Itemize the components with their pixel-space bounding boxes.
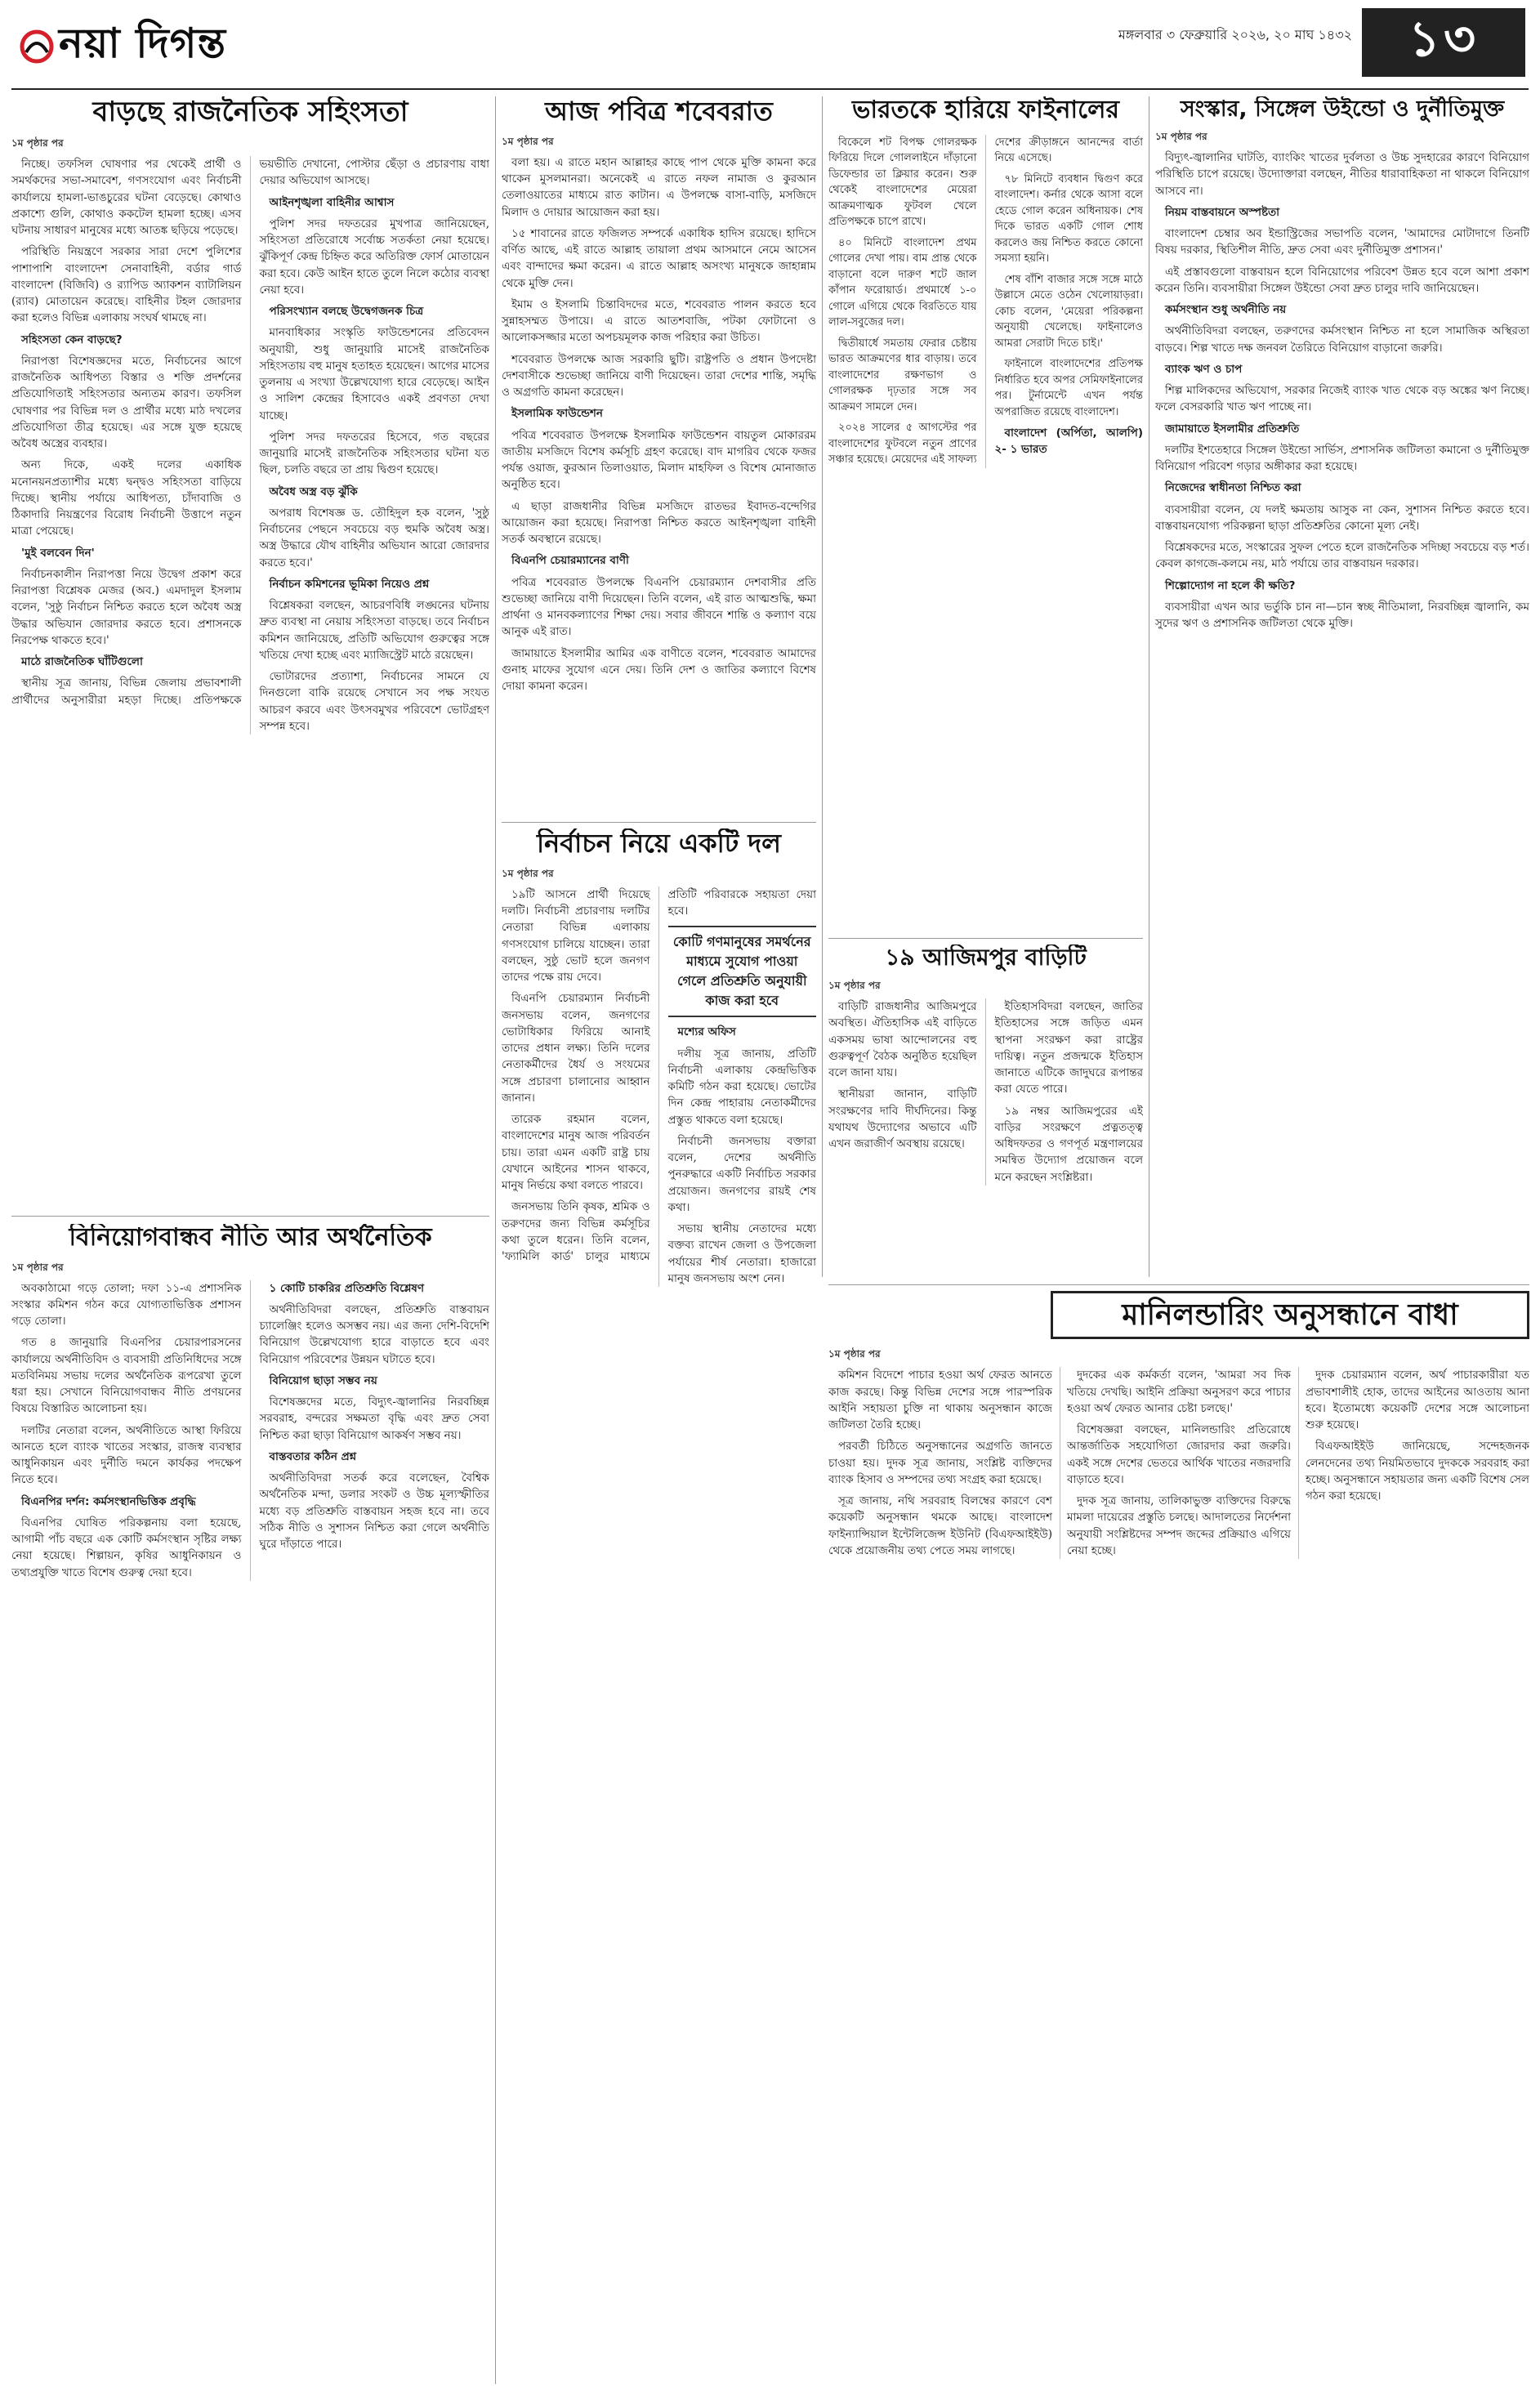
paragraph: স্থানীয়রা জানান, বাড়িটি সংরক্ষণের দাবি দীর্ঘদিনের। কিন্তু যথাযথ উদ্যোগের অভাবে এটি এখন জরাজীর্ণ অবস্থায় রয়েছে। [828, 1087, 977, 1151]
article-body [11, 1280, 489, 1581]
paragraph: অপরাধ বিশেষজ্ঞ ড. তৌহিদুল হক বলেন, 'সুষ্ঠু নির্বাচনের পেছনে সবচেয়ে বড় হুমকি অবৈধ অস্ত্র। অস্ত্র উদ্ধারে যৌথ বাহিনীর অভিযান আরো জোরদার করতে হবে।' [259, 506, 489, 569]
paragraph: সভায় স্থানীয় নেতাদের মধ্যে বক্তব্য রাখেন জেলা ও উপজেলা পর্যায়ের শীর্ষ নেতারা। হাজারো মানুষ জনসভায় অংশ নেন। [667, 1222, 816, 1285]
headline: বিনিয়োগবান্ধব নীতি আর অর্থনৈতিক [69, 1224, 432, 1252]
paragraph: নির্বাচনী জনসভায় বক্তারা বলেন, দেশের অর্থনীতি পুনরুদ্ধারে একটি নির্বাচিত সরকার প্রয়োজন। জনগণের রায়ই শেষ কথা। [667, 1134, 816, 1214]
paragraph: ইমাম ও ইসলামি চিন্তাবিদদের মতে, শবেবরাত পালন করতে হবে সুন্নাহসম্মত উপায়ে। এ রাতে আতশবাজি, পটকা ফোটানো ও আলোকসজ্জার মতো অপচয়মূলক কাজ পরিহার করা উচিত। [502, 297, 816, 345]
page-number: ১৩ [1362, 8, 1525, 77]
subheading: নিজেদের স্বাধীনতা নিশ্চিত করা [1165, 481, 1301, 495]
paragraph: দুদকের এক কর্মকর্তা বলেন, 'আমরা সব দিক খতিয়ে দেখছি। আইনি প্রক্রিয়া অনুসরণ করে পাচার হওয়া অর্থ ফেরত আনার চেষ্টা চলছে।' [1067, 1369, 1291, 1415]
paragraph: দ্বিতীয়ার্ধে সমতায় ফেরার চেষ্টায় ভারত আক্রমণের ধার বাড়ায়। তবে বাংলাদেশের রক্ষণভাগ ও গোলরক্ষক দৃঢ়তার সঙ্গে সব আক্রমণ সামলে দেন। [828, 337, 977, 413]
subheading: কর্মসংস্থান শুধু অর্থনীতি নয় [1165, 303, 1287, 317]
article-money-laundering [828, 1291, 1529, 2384]
paragraph: এই প্রস্তাবগুলো বাস্তবায়ন হলে বিনিয়োগের পরিবেশ উন্নত হবে বলে আশা প্রকাশ করেন তিনি। ব্যবসায়ীরা সিঙ্গেল উইন্ডো সেবা দ্রুত চালুর দাবি জানিয়েছেন। [1155, 265, 1529, 295]
masthead-rule [11, 88, 1529, 90]
paragraph: পরিস্থিতি নিয়ন্ত্রণে সরকার সারা দেশে পুলিশের পাশাপাশি বাংলাদেশ সেনাবাহিনী, বর্ডার গার্ড বাংলাদেশ (বিজিবি) ও র‍্যাপিড অ্যাকশন ব্যাটালিয়ন (র‍্যাব) মোতায়েন করেছে। বাহিনীর টহল জোরদার করা হলেও বিভিন্ন এলাকায় সংঘর্ষ থামছে না। [11, 245, 242, 325]
subheading: বিএনপি চেয়ারম্যানের বাণী [511, 554, 629, 568]
subheading: আইনশৃঙ্খলা বাহিনীর আশ্বাস [269, 195, 395, 209]
subheading: বিএনপির দর্শন: কর্মসংস্থানভিত্তিক প্রবৃদ্ধি [21, 1494, 196, 1508]
headline: ভারতকে হারিয়ে ফাইনালের [851, 96, 1119, 124]
paragraph: নিচ্ছে। তফসিল ঘোষণার পর থেকেই প্রার্থী ও সমর্থকদের সভা-সমাবেশ, গণসংযোগ এবং নির্বাচনী কার্যালয়ে হামলা-ভাঙচুরের ঘটনা বেড়েছে। কোথাও প্রকাশ্যে গুলি, কোথাও ককটেল হামলা হচ্ছে। এসব ঘটনায় সাধারণ মানুষের মধ্যে আতঙ্ক ছড়িয়ে পড়েছে। [11, 158, 242, 238]
paragraph: তারেক রহমান বলেন, বাংলাদেশের মানুষ আজ পরিবর্তন চায়। তারা এমন একটি রাষ্ট্র চায় যেখানে আইনের শাসন থাকবে, মানুষ নির্ভয়ে কথা বলতে পারবে। [502, 1113, 650, 1193]
paragraph: দুদক সূত্র জানায়, তালিকাভুক্ত ব্যক্তিদের বিরুদ্ধে মামলা দায়েরের প্রস্তুতি চলছে। আদালতের নির্দেশনা অনুযায়ী সংশ্লিষ্টদের সম্পদ জব্দের প্রক্রিয়াও এগিয়ে নেয়া হচ্ছে। [1067, 1494, 1291, 1557]
paragraph: বিদ্যুৎ-জ্বালানির ঘাটতি, ব্যাংকিং খাতের দুর্বলতা ও উচ্চ সুদহারের কারণে বিনিয়োগ পরিস্থিতি চাপে রয়েছে। উদ্যোক্তারা বলছেন, নীতির ধারাবাহিকতা না থাকলে বিনিয়োগ আসবে না। [1155, 151, 1529, 198]
subheading: বিনিয়োগ ছাড়া সম্ভব নয় [269, 1373, 377, 1387]
paragraph: ভোটারদের প্রত্যাশা, নির্বাচনের সামনে যে দিনগুলো বাকি রয়েছে সেখানে সব পক্ষ সংযত আচরণ করবে এবং উৎসবমুখর পরিবেশে ভোটগ্রহণ সম্পন্ন হবে। [259, 670, 489, 733]
paragraph: বিশ্লেষকরা বলছেন, আচরণবিধি লঙ্ঘনের ঘটনায় দ্রুত ব্যবস্থা না নেয়ায় সহিংসতা বাড়ছে। তবে নির্বাচন কমিশন জানিয়েছে, প্রতিটি অভিযোগ গুরুত্বের সঙ্গে খতিয়ে দেখা হচ্ছে এবং ম্যাজিস্ট্রেট মাঠে রয়েছেন। [259, 599, 489, 662]
article-political-violence [11, 96, 489, 1209]
paragraph: শিল্প মালিকদের অভিযোগ, সরকার নিজেই ব্যাংক খাত থেকে বড় অঙ্কের ঋণ নিচ্ছে। ফলে বেসরকারি খাত ঋণ পাচ্ছে না। [1155, 384, 1529, 414]
match-score: বাংলাদেশ (অর্পিতা, আলপি) ২- ১ ভারত [994, 426, 1143, 457]
paragraph: শবেবরাত উপলক্ষে আজ সরকারি ছুটি। রাষ্ট্রপতি ও প্রধান উপদেষ্টা দেশবাসীকে শুভেচ্ছা জানিয়ে বাণী দিয়েছেন। তারা দেশের শান্তি, সমৃদ্ধি ও অগ্রগতি কামনা করেছেন। [502, 352, 816, 400]
paragraph: সূত্র জানায়, নথি সরবরাহ বিলম্বের কারণে বেশ কয়েকটি অনুসন্ধান থমকে আছে। বাংলাদেশ ফাইন্যান্সিয়াল ইন্টেলিজেন্স ইউনিট (বিএফআইইউ) থেকে প্রয়োজনীয় তথ্য পেতে সময় লাগছে। [828, 1494, 1052, 1557]
continuation-label: ১ম পৃষ্ঠার পর [11, 1261, 64, 1273]
paragraph: পরবর্তী চিঠিতে অনুসন্ধানের অগ্রগতি জানতে চাওয়া হয়। দুদক সূত্র জানায়, সংশ্লিষ্ট ব্যক্তিদের ব্যাংক হিসাব ও সম্পদের তথ্য সংগ্রহ করা হয়েছে। [828, 1440, 1052, 1486]
paragraph: বিশেষজ্ঞরা বলছেন, মানিলন্ডারিং প্রতিরোধে আন্তর্জাতিক সহযোগিতা জোরদার করা জরুরি। একই সঙ্গে দেশের ভেতরে আর্থিক খাতের নজরদারি বাড়াতে হবে। [1067, 1423, 1291, 1486]
paragraph: বিএনপির ঘোষিত পরিকল্পনায় বলা হয়েছে, আগামী পাঁচ বছরে এক কোটি কর্মসংস্থান সৃষ্টির লক্ষ্য নেয়া হয়েছে। শিল্পায়ন, কৃষির আধুনিকায়ন ও তথ্যপ্রযুক্তি খাতে বিশেষ গুরুত্ব দেয়া হবে। [11, 1516, 242, 1579]
article-body [502, 154, 816, 695]
continuation-label: ১ম পৃষ্ঠার পর [11, 137, 64, 150]
paragraph: ১৯ নম্বর আজিমপুরের এই বাড়ির সংরক্ষণে প্রত্নতত্ত্ব অধিদফতর ও গণপূর্ত মন্ত্রণালয়ের সমন্বিত উদ্যোগ প্রয়োজন বলে মনে করছেন সংশ্লিষ্টরা। [994, 1104, 1143, 1184]
subheading: বাস্তবতার কঠিন প্রশ্ন [269, 1449, 357, 1463]
paragraph: নিরাপত্তা বিশেষজ্ঞদের মতে, নির্বাচনের আগে রাজনৈতিক আধিপত্য বিস্তার ও শক্তি প্রদর্শনের প্রতিযোগিতাই সহিংসতার অন্যতম কারণ। তফসিল ঘোষণার পর বিভিন্ন দল ও প্রার্থীর মধ্যে মাঠ দখলের প্রতিযোগিতা তীব্র হয়েছে। এর সঙ্গে যুক্ত হয়েছে অবৈধ অস্ত্রের ব্যবহার। [11, 354, 242, 451]
paragraph: জামায়াতে ইসলামীর আমির এক বাণীতে বলেন, শবেবরাত আমাদের গুনাহ মাফের সুযোগ এনে দেয়। তিনি দেশ ও জাতির কল্যাণে বিশেষ দোয়া কামনা করেন। [502, 646, 816, 694]
subheading: নিয়ম বাস্তবায়নে অস্পষ্টতা [1165, 205, 1280, 219]
subheading: মশ্যের অফিস [677, 1025, 736, 1039]
column-divider [822, 96, 823, 1277]
paragraph: স্থানীয় সূত্র জানায়, বিভিন্ন জেলায় প্রভাবশালী প্রার্থীদের অনুসারীরা মহড়া দিচ্ছে। প্রতিপক্ষকে ভয়ভীতি দেখানো, পোস্টার ছেঁড়া ও প্রচারণায় বাধা দেয়ার অভিযোগ আসছে। [11, 158, 489, 707]
headline: ১৯ আজিমপুর বাড়িটি [885, 944, 1087, 971]
article-body [828, 135, 1143, 468]
paragraph: বাড়িটি রাজধানীর আজিমপুরে অবস্থিত। ঐতিহাসিক এই বাড়িতে একসময় ভাষা আন্দোলনের বহু গুরুত্বপূর্ণ বৈঠক অনুষ্ঠিত হয়েছিল বলে জানা যায়। [828, 1000, 977, 1080]
article-azimpur [828, 944, 1143, 1271]
article-body [1155, 150, 1529, 632]
paragraph: কমিশন বিদেশে পাচার হওয়া অর্থ ফেরত আনতে কাজ করছে। কিন্তু বিভিন্ন দেশের সঙ্গে পারস্পরিক আইনি সহায়তা চুক্তি না থাকায় অনুসন্ধান কাজে জটিলতা তৈরি হচ্ছে। [828, 1369, 1052, 1432]
paragraph: পবিত্র শবেবরাত উপলক্ষে বিএনপি চেয়ারম্যান দেশবাসীর প্রতি শুভেচ্ছা জানিয়ে বাণী দিয়েছেন। তিনি বলেন, এই রাত আত্মশুদ্ধি, ক্ষমা প্রার্থনা ও মানবকল্যাণের শিক্ষা দেয়। সবার জীবনে শান্তি ও কল্যাণ বয়ে আনুক এই রাত। [502, 575, 816, 639]
column-divider [495, 96, 496, 2384]
section-rule [828, 938, 1143, 939]
paragraph: পুলিশ সদর দফতরের মুখপাত্র জানিয়েছেন, সহিংসতা প্রতিরোধে সর্বোচ্চ সতর্কতা নেয়া হয়েছে। ঝুঁকিপূর্ণ কেন্দ্র চিহ্নিত করে অতিরিক্ত ফোর্স মোতায়েন করা হবে। কেউ আইন হাতে তুলে নিলে কঠোর ব্যবস্থা নেয়া হবে। [259, 217, 489, 297]
paragraph: অবকাঠামো গড়ে তোলা; দফা ১১-এ প্রশাসনিক সংস্কার কমিশন গঠন করে যোগ্যতাভিত্তিক প্রশাসন গড়ে তোলা। [11, 1281, 242, 1328]
article-body [828, 1367, 1529, 1559]
masthead [0, 0, 1540, 90]
paragraph: ১৯টি আসনে প্রার্থী দিয়েছে দলটি। নির্বাচনী প্রচারণায় দলটির নেতারা বিভিন্ন এলাকায় গণসংযোগ চালিয়ে যাচ্ছেন। তারা বলছেন, সুষ্ঠু ভোট হলে জনগণ তাদের পক্ষে রায় দেবে। [502, 887, 650, 985]
article-election [502, 828, 816, 2365]
headline: সংস্কার, সিঙ্গেল উইন্ডো ও দুর্নীতিমুক্ত [1180, 96, 1505, 122]
article-reform [1155, 96, 1529, 1277]
subheading: নির্বাচন কমিশনের ভূমিকা নিয়েও প্রশ্ন [269, 577, 430, 591]
paragraph: পুলিশ সদর দফতরের হিসেবে, গত বছরের জানুয়ারি মাসেই রাজনৈতিক সহিংসতার ঘটনা যত ছিল, চলতি বছরে তা প্রায় দ্বিগুণ হয়েছে। [259, 430, 489, 477]
subheading: মাঠে রাজনৈতিক ঘাঁটিগুলো [21, 655, 143, 669]
paragraph: মানবাধিকার সংস্কৃতি ফাউন্ডেশনের প্রতিবেদন অনুযায়ী, শুধু জানুয়ারি মাসেই রাজনৈতিক সহিংসতায় বহু মানুষ হতাহত হয়েছেন। আগের মাসের তুলনায় এ সংখ্যা উল্লেখযোগ্য হারে বেড়েছে। আইন ও সালিশ কেন্দ্রের হিসাবেও একই প্রবণতা দেখা যাচ্ছে। [259, 326, 489, 422]
subheading: অবৈধ অস্ত্র বড় ঝুঁকি [269, 485, 358, 498]
subheading: ইসলামিক ফাউন্ডেশন [511, 407, 603, 421]
paragraph: ব্যবসায়ীরা বলেন, যে দলই ক্ষমতায় আসুক না কেন, সুশাসন নিশ্চিত করতে হবে। বাস্তবায়নযোগ্য পরিকল্পনা ছাড়া প্রতিশ্রুতির কোনো মূল্য নেই। [1155, 502, 1529, 533]
logo-swirl-icon [18, 28, 56, 65]
subheading: সহিংসতা কেন বাড়ছে? [21, 333, 123, 346]
section-rule [502, 822, 816, 823]
paragraph: অর্থনীতিবিদরা বলছেন, তরুণদের কর্মসংস্থান নিশ্চিত না হলে সামাজিক অস্থিরতা বাড়বে। শিল্প খাতে দক্ষ জনবল তৈরিতে বিনিয়োগ বাড়ানো জরুরি। [1155, 324, 1529, 355]
paragraph: শেষ বাঁশি বাজার সঙ্গে সঙ্গে মাঠে উল্লাসে মেতে ওঠেন খেলোয়াড়রা। কোচ বলেন, 'মেয়েরা পরিকল্পনা অনুযায়ী খেলেছে। ফাইনালেও আমরা সেরাটা দিতে চাই।' [994, 273, 1143, 350]
paragraph: দলটির নেতারা বলেন, অর্থনীতিতে আস্থা ফিরিয়ে আনতে হলে ব্যাংক খাতের সংস্কার, রাজস্ব ব্যবস্থার আধুনিকায়ন এবং দুর্নীতি দমনে কার্যকর পদক্ষেপ নিতে হবে। [11, 1423, 242, 1487]
dateline: মঙ্গলবার ৩ ফেব্রুয়ারি ২০২৬, ২০ মাঘ ১৪৩২ [1118, 27, 1352, 42]
newspaper-logo [18, 13, 226, 81]
continuation-label: ১ম পৃষ্ঠার পর [828, 980, 881, 992]
continuation-label: ১ম পৃষ্ঠার পর [502, 135, 554, 147]
article-body [828, 998, 1143, 1186]
paragraph: ২০২৪ সালের ৫ আগস্টের পর বাংলাদেশের ফুটবলে নতুন প্রাণের সঞ্চার হয়েছে। মেয়েদের এই সাফল্য দেশের ক্রীড়াঙ্গনে আনন্দের বার্তা নিয়ে এসেছে। [828, 136, 1143, 466]
paragraph: ৪০ মিনিটে বাংলাদেশ প্রথম গোলের দেখা পায়। বাম প্রান্ত থেকে বাড়ানো বলে দারুণ শটে জাল কাঁপান ফরোয়ার্ড। প্রথমার্ধে ১-০ গোলে এগিয়ে থেকে বিরতিতে যায় লাল-সবুজের দল। [828, 236, 977, 328]
paragraph: বিএফআইইউ জানিয়েছে, সন্দেহজনক লেনদেনের তথ্য নিয়মিতভাবে দুদককে সরবরাহ করা হচ্ছে। অনুসন্ধানে সহায়তার জন্য একটি বিশেষ সেল গঠন করা হয়েছে। [1306, 1440, 1529, 1503]
subheading: পরিসংখ্যান বলছে উদ্বেগজনক চিত্র [269, 305, 424, 319]
continuation-label: ১ম পৃষ্ঠার পর [1155, 131, 1207, 143]
subheading: 'মুই বলবেন দিন' [21, 546, 95, 560]
paragraph: ৭৮ মিনিটে ব্যবধান দ্বিগুণ করে বাংলাদেশ। কর্নার থেকে আসা বলে হেডে গোল করেন অধিনায়ক। শেষ দিকে ভারত একটি গোল শোধ করলেও জয় নিশ্চিত করতে কোনো সমস্যা হয়নি। [994, 172, 1143, 265]
continuation-label: ১ম পৃষ্ঠার পর [828, 1348, 881, 1360]
article-investment [11, 1224, 489, 2384]
paragraph: অন্য দিকে, একই দলের একাধিক মনোনয়নপ্রত্যাশীর মধ্যে দ্বন্দ্বও সহিংসতা বাড়িয়ে দিচ্ছে। স্থানীয় পর্যায়ে আধিপত্য, চাঁদাবাজি ও ঠিকাদারি নিয়ন্ত্রণের বিরোধ নির্বাচনী উত্তাপে নতুন মাত্রা পেয়েছে। [11, 458, 242, 538]
headline: নির্বাচন নিয়ে একটি দল [536, 828, 782, 859]
paragraph: গত ৪ জানুয়ারি বিএনপির চেয়ারপারসনের কার্যালয়ে অর্থনীতিবিদ ও ব্যবসায়ী প্রতিনিধিদের সঙ্গে মতবিনিময় সভায় দলের অর্থনৈতিক রূপরেখা তুলে ধরা হয়। সেখানে বিনিয়োগবান্ধব নীতি প্রণয়নের বিষয়ে বিস্তারিত আলোচনা হয়। [11, 1336, 242, 1416]
headline: আজ পবিত্র শবেবরাত [545, 96, 773, 127]
subheading: জামায়াতে ইসলামীর প্রতিশ্রুতি [1165, 422, 1300, 435]
paragraph: দলীয় সূত্র জানায়, প্রতিটি নির্বাচনী এলাকায় কেন্দ্রভিত্তিক কমিটি গঠন করা হয়েছে। ভোটের দিন কেন্দ্র পাহারায় নেতাকর্মীদের প্রস্তুত থাকতে বলা হয়েছে। [667, 1047, 816, 1127]
section-rule [828, 1284, 1529, 1285]
paragraph: এ ছাড়া রাজধানীর বিভিন্ন মসজিদে রাতভর ইবাদত-বন্দেগির আয়োজন করা হয়েছে। নিরাপত্তা নিশ্চিত করতে আইনশৃঙ্খলা বাহিনী সতর্ক অবস্থানে রয়েছে। [502, 499, 816, 547]
continuation-label: ১ম পৃষ্ঠার পর [502, 867, 554, 879]
paragraph: বলা হয়। এ রাতে মহান আল্লাহর কাছে পাপ থেকে মুক্তি কামনা করে থাকেন মুসলমানরা। অনেকেই এ রাতে নফল নামাজ ও কুরআন তেলাওয়াতের মাধ্যমে রাত কাটান। এ উপলক্ষে বাসা-বাড়ি, মসজিদে মিলাদ ও দোয়ার আয়োজন করা হয়। [502, 155, 816, 219]
paragraph: নির্বাচনকালীন নিরাপত্তা নিয়ে উদ্বেগ প্রকাশ করে নিরাপত্তা বিশ্লেষক মেজর (অব.) এমদাদুল ইসলাম বলেন, 'সুষ্ঠু নির্বাচন নিশ্চিত করতে হলে অবৈধ অস্ত্র উদ্ধার অভিযান জোরদার করতে হবে। প্রশাসনকে নিরপেক্ষ থাকতে হবে।' [11, 567, 242, 647]
article-body [11, 156, 489, 735]
paragraph: ইতিহাসবিদরা বলছেন, জাতির ইতিহাসের সঙ্গে জড়িত এমন স্থাপনা সংরক্ষণ করা রাষ্ট্রের দায়িত্ব। নতুন প্রজন্মকে ইতিহাস জানাতে এটিকে জাদুঘরে রূপান্তর করা যেতে পারে। [994, 1000, 1143, 1096]
paragraph: অর্থনীতিবিদরা বলছেন, প্রতিশ্রুতি বাস্তবায়ন চ্যালেঞ্জিং হলেও অসম্ভব নয়। এর জন্য দেশি-বিদেশি বিনিয়োগ উল্লেখযোগ্য হারে বাড়াতে হবে এবং বিনিয়োগ পরিবেশের উন্নয়ন ঘটাতে হবে। [259, 1302, 489, 1366]
paragraph: ফাইনালে বাংলাদেশের প্রতিপক্ষ নির্ধারিত হবে অপর সেমিফাইনালের পর। টুর্নামেন্টে এখন পর্যন্ত অপরাজিত রয়েছে বাংলাদেশ। [994, 358, 1143, 418]
paragraph: বিকেলে শট বিপক্ষ গোলরক্ষক ফিরিয়ে দিলে গোললাইনে দাঁড়ানো ডিফেন্ডার তা ক্লিয়ার করেন। শুরু থেকেই বাংলাদেশের মেয়েরা আক্রমণাত্মক ফুটবল খেলে প্রতিপক্ষকে চাপে রাখে। [828, 136, 977, 228]
subheading: ব্যাংক ঋণ ও চাপ [1165, 362, 1243, 376]
subheading: ১ কোটি চাকরির প্রতিশ্রুতি বিশ্লেষণ [269, 1281, 425, 1295]
pull-quote: কোটি গণমানুষের সমর্থনের মাধ্যমে সুযোগ পাওয়া গেলে প্রতিশ্রুতি অনুযায়ী কাজ করা হবে [668, 926, 817, 1017]
subheading: শিল্পোদ্যোগ না হলে কী ক্ষতি? [1165, 578, 1296, 592]
section-rule [11, 1216, 489, 1217]
paragraph: ১৫ শাবানের রাতে ফজিলত সম্পর্কে একাধিক হাদিস রয়েছে। হাদিসে বর্ণিত আছে, এই রাতে আল্লাহ তায়ালা প্রথম আসমানে নেমে আসেন এবং বান্দাদের ক্ষমা করেন। এ রাতে আল্লাহ অসংখ্য মানুষকে জাহান্নাম থেকে মুক্তি দেন। [502, 226, 816, 290]
paragraph: বিএনপি চেয়ারম্যান নির্বাচনী জনসভায় বলেন, জনগণের ভোটাধিকার ফিরিয়ে আনাই তাদের প্রধান লক্ষ্য। তিনি দলের নেতাকর্মীদের ধৈর্য ও সংযমের সঙ্গে প্রচারণা চালানোর আহ্বান জানান। [502, 992, 650, 1105]
article-body [502, 886, 816, 1287]
article-shabebarat [502, 96, 816, 815]
paragraph: ব্যবসায়ীরা এখন আর ভর্তুকি চান না—চান স্বচ্ছ নীতিমালা, নিরবচ্ছিন্ন জ্বালানি, কম সুদের ঋণ ও প্রশাসনিক জটিলতা থেকে মুক্তি। [1155, 600, 1529, 631]
paragraph: বিশ্লেষকদের মতে, সংস্কারের সুফল পেতে হলে রাজনৈতিক সদিচ্ছা সবচেয়ে বড় শর্ত। কেবল কাগজে-কলমে নয়, মাঠ পর্যায়ে তার বাস্তবায়ন দরকার। [1155, 541, 1529, 571]
paragraph: পবিত্র শবেবরাত উপলক্ষে ইসলামিক ফাউন্ডেশন বায়তুল মোকাররম জাতীয় মসজিদে বিশেষ কর্মসূচি গ্রহণ করেছে। বাদ মাগরিব থেকে ফজর পর্যন্ত ওয়াজ, কুরআন তিলাওয়াত, মিলাদ মাহফিল ও বিশেষ মোনাজাত অনুষ্ঠিত হবে। [502, 428, 816, 492]
paragraph: অর্থনীতিবিদরা সতর্ক করে বলেছেন, বৈশ্বিক অর্থনৈতিক মন্দা, ডলার সংকট ও উচ্চ মূল্যস্ফীতির মধ্যে বড় প্রতিশ্রুতি বাস্তবায়ন সহজ হবে না। তবে সঠিক নীতি ও সুশাসন নিশ্চিত করা গেলে অর্থনীতি ঘুরে দাঁড়াতে পারে। [259, 1471, 489, 1551]
headline: মানিলন্ডারিং অনুসন্ধানে বাধা [1051, 1291, 1529, 1339]
article-football [828, 96, 1143, 930]
headline: বাড়ছে রাজনৈতিক সহিংসতা [92, 96, 408, 128]
paragraph: দলটির ইশতেহারে সিঙ্গেল উইন্ডো সার্ভিস, প্রশাসনিক জটিলতা কমানো ও দুর্নীতিমুক্ত বিনিয়োগ পরিবেশ গড়ার অঙ্গীকার করা হয়েছে। [1155, 443, 1529, 474]
paragraph: জনসভায় তিনি কৃষক, শ্রমিক ও তরুণদের জন্য বিভিন্ন কর্মসূচির কথা তুলে ধরেন। তিনি বলেন, 'ফ্যামিলি কার্ড' চালুর মাধ্যমে প্রতিটি পরিবারকে সহায়তা দেয়া হবে। [502, 887, 816, 1264]
paragraph: বাংলাদেশ চেম্বার অব ইন্ডাস্ট্রিজের সভাপতি বলেন, 'আমাদের মোটাদাগে তিনটি বিষয় দরকার, স্থিতিশীল নীতি, দ্রুত সেবা এবং দুর্নীতিমুক্ত প্রশাসন।' [1155, 227, 1529, 257]
paragraph: দুদক চেয়ারম্যান বলেন, অর্থ পাচারকারীরা যত প্রভাবশালীই হোক, তাদের আইনের আওতায় আনা হবে। ইতোমধ্যে কয়েকটি দেশের সঙ্গে আলোচনা শুরু হয়েছে। [1306, 1369, 1529, 1432]
paragraph: বিশেষজ্ঞদের মতে, বিদ্যুৎ-জ্বালানির নিরবচ্ছিন্ন সরবরাহ, বন্দরের সক্ষমতা বৃদ্ধি এবং দ্রুত সেবা নিশ্চিত করা ছাড়া বিনিয়োগ আকর্ষণ সম্ভব নয়। [259, 1395, 489, 1442]
logo-text: নয়া দিগন্ত [59, 20, 227, 67]
